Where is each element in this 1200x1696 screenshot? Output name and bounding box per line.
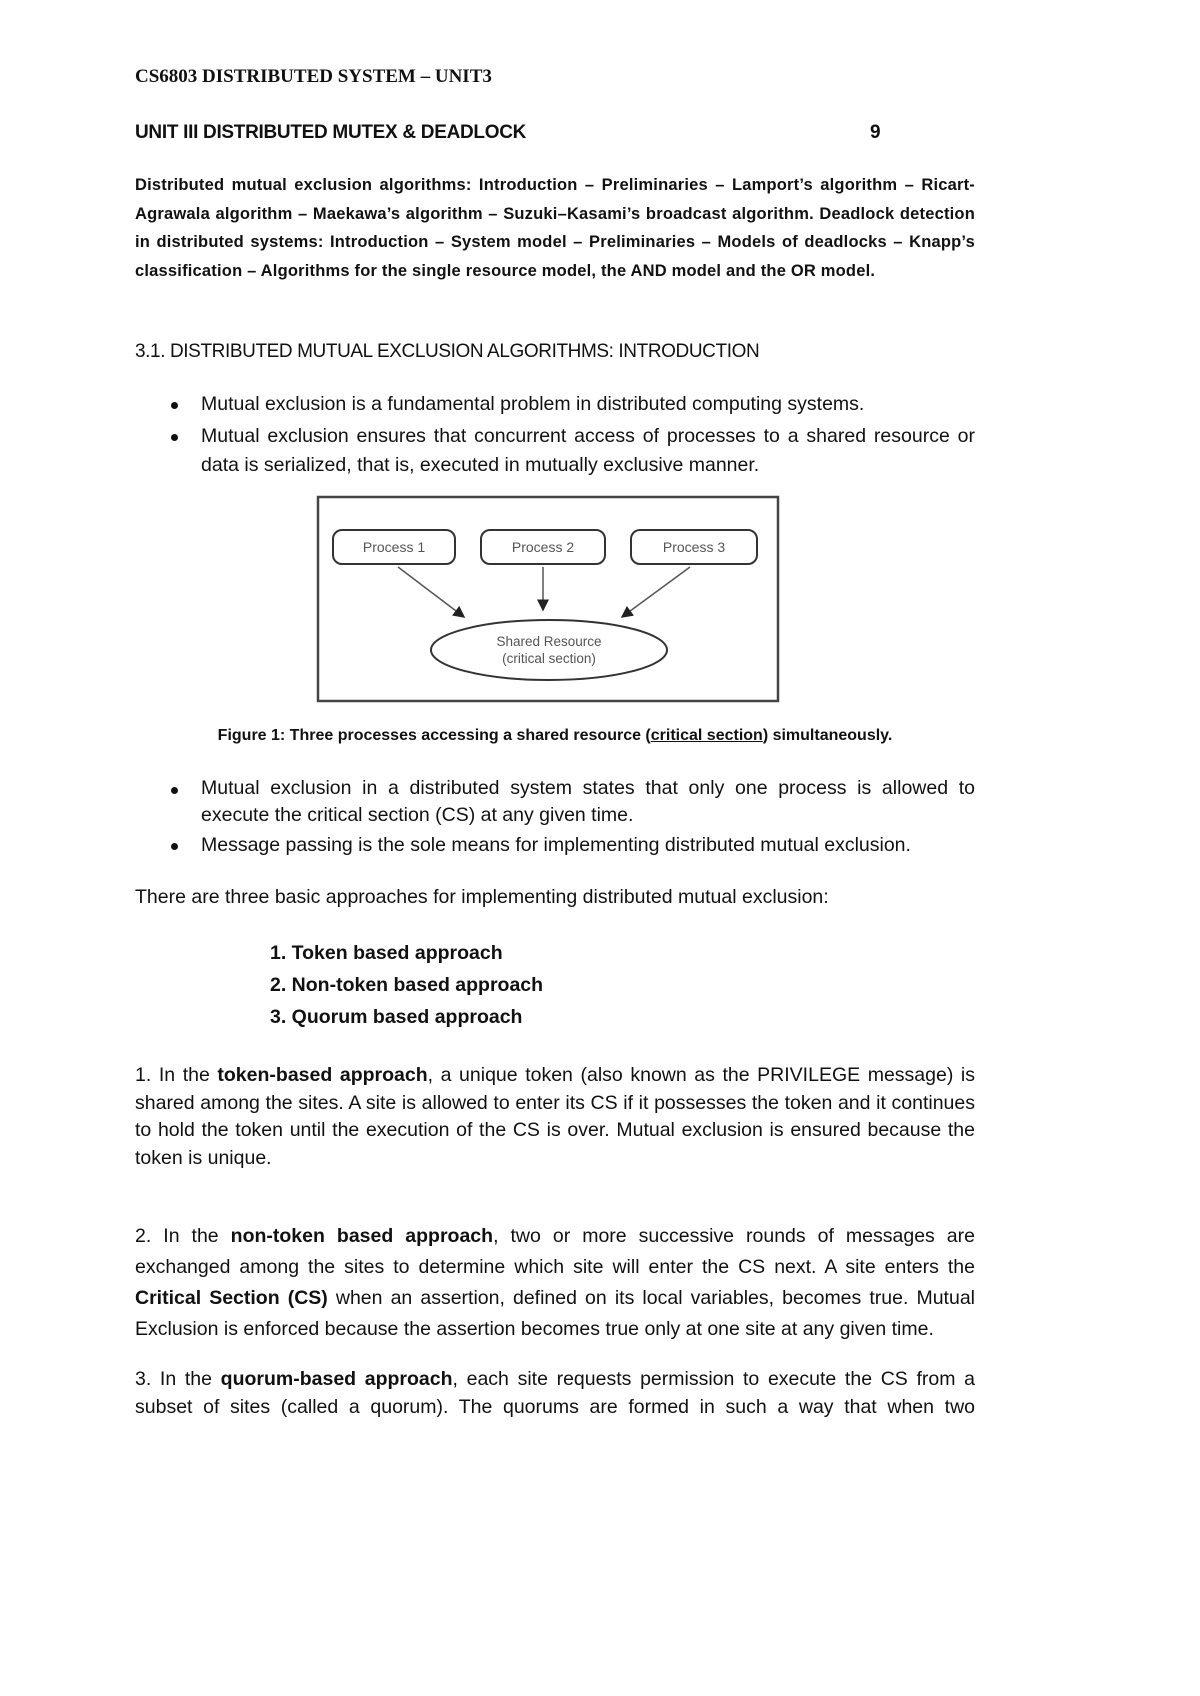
bullet-item	[201, 775, 975, 829]
caption-link[interactable]: critical section	[650, 727, 763, 744]
unit-title: UNIT III DISTRIBUTED MUTEX & DEADLOCK	[135, 122, 527, 143]
bullet-item	[201, 390, 975, 419]
text: 2. In the	[135, 1225, 231, 1247]
bullet-text: Message passing is the sole means for implementing distributed mutual exclusion.	[201, 834, 911, 856]
caption-text: Figure 1: Three processes accessing a shared resource (	[217, 727, 651, 744]
caption-text: ) simultaneously.	[762, 727, 893, 744]
unit-hours: 9	[870, 122, 881, 143]
document-header: CS6803 DISTRIBUTED SYSTEM – UNIT3	[135, 66, 492, 87]
bullet-text: Mutual exclusion ensures that concurrent access of processes to a shared resource or data is serialized, that is, executed in mutually exclusive manner.	[201, 425, 975, 476]
figure-diagram	[316, 495, 782, 705]
bullet-item	[201, 831, 975, 860]
process-3-label: Process 3	[662, 539, 726, 555]
syllabus-paragraph: Distributed mutual exclusion algorithms: Introduction – Preliminaries – Lamport’s algorithm – Ricart-Agrawala algorithm – Maekawa’s algorithm – Suzuki–Kasami’s broadcast algorithm. Deadlock detection in distributed systems: Introduction – System model – Preliminaries – Models of deadlocks – Knapp’s classification – Algorithms for the single resource model, the AND model and the OR model.	[135, 176, 975, 280]
bullet-text: Mutual exclusion is a fundamental problem in distributed computing systems.	[201, 393, 865, 415]
bullet-item	[201, 422, 975, 480]
bullet-icon	[171, 787, 178, 794]
figure-caption	[135, 727, 975, 745]
term: quorum-based approach	[220, 1368, 453, 1390]
section-heading: 3.1. DISTRIBUTED MUTUAL EXCLUSION ALGORITHMS: INTRODUCTION	[135, 341, 760, 362]
non-token-paragraph	[135, 1221, 975, 1345]
term: token-based approach	[217, 1064, 428, 1086]
text: , each site requests permission to execute the CS from a subset of sites (called a quorum). The quorums are formed in such a way that when two	[135, 1368, 975, 1418]
shared-resource-ellipse	[431, 620, 667, 680]
term: non-token based approach	[230, 1225, 494, 1247]
bullet-text: Mutual exclusion in a distributed system states that only one process is allowed to execute the critical section (CS) at any given time.	[201, 777, 975, 826]
process-1-label: Process 1	[362, 539, 426, 555]
resource-label-1: Shared Resource	[496, 634, 602, 649]
token-paragraph	[135, 1062, 975, 1173]
approach-item: 2. Non-token based approach	[270, 974, 544, 996]
text: 1. In the	[135, 1064, 218, 1086]
resource-label-2: (critical section)	[502, 651, 596, 666]
bullet-icon	[171, 843, 178, 850]
term: Critical Section (CS)	[135, 1287, 328, 1309]
bullet-icon	[171, 402, 178, 409]
bullet-icon	[171, 434, 178, 441]
process-2-label: Process 2	[511, 539, 575, 555]
text: , a unique token (also known as the PRIVILEGE message) is shared among the sites. A site is allowed to enter its CS if it possesses the token and it continues to hold the token until the execution of the CS is over. Mutual exclusion is ensured because the token is unique.	[135, 1064, 976, 1170]
approach-item: 3. Quorum based approach	[270, 1006, 523, 1028]
approach-item: 1. Token based approach	[270, 942, 503, 964]
text: 3. In the	[135, 1368, 221, 1390]
quorum-paragraph	[135, 1366, 975, 1421]
text: , two or more successive rounds of messages are exchanged among the sites to determine which site will enter the CS next. A site enters the	[135, 1225, 975, 1278]
text: when an assertion, defined on its local variables, becomes true. Mutual Exclusion is enforced because the assertion becomes true only at one site at any given time.	[135, 1287, 976, 1340]
approaches-intro: There are three basic approaches for implementing distributed mutual exclusion:	[135, 886, 829, 908]
